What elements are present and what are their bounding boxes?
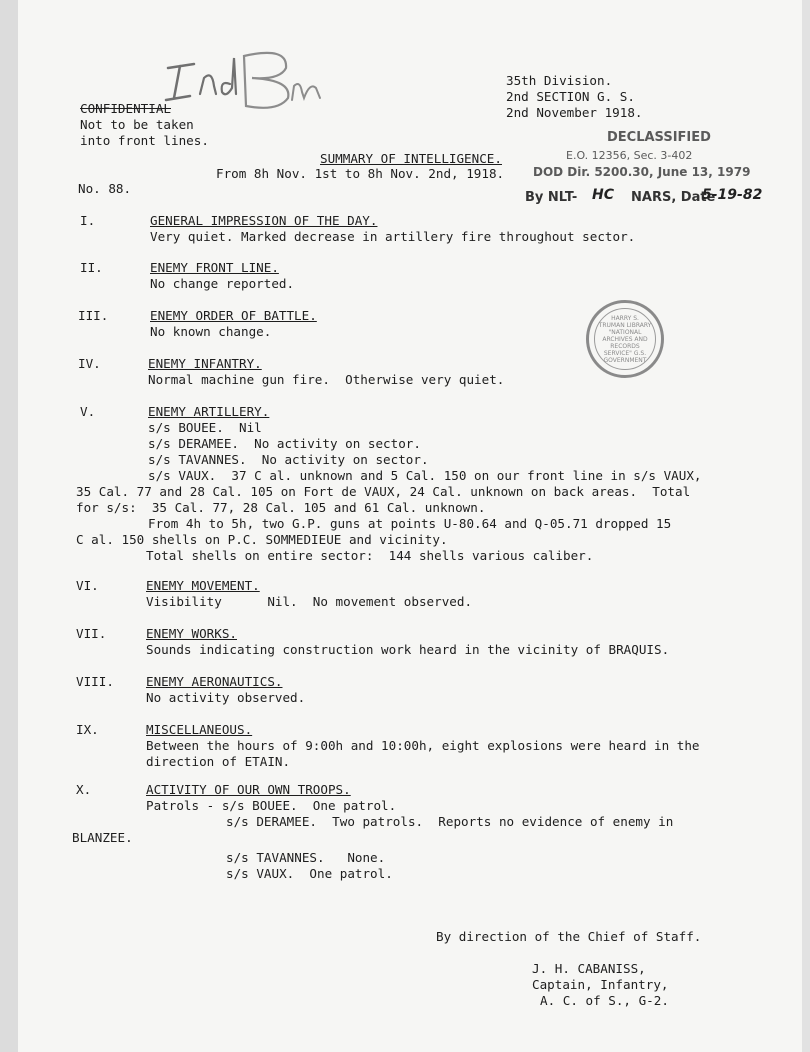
- section-heading: GENERAL IMPRESSION OF THE DAY.: [150, 213, 378, 228]
- section-line: s/s BOUEE. Nil: [148, 420, 262, 435]
- section-heading: ENEMY ARTILLERY.: [148, 404, 270, 419]
- scan-edge-left: [0, 0, 18, 1052]
- section-line: No activity observed.: [146, 690, 306, 705]
- section-line: BLANZEE.: [72, 830, 133, 845]
- report-period: From 8h Nov. 1st to 8h Nov. 2nd, 1918.: [216, 166, 505, 181]
- section-line: for s/s: 35 Cal. 77, 28 Cal. 105 and 61 Cal. unknown.: [76, 500, 486, 515]
- section-heading: MISCELLANEOUS.: [146, 722, 253, 737]
- section-line: Visibility Nil. No movement observed.: [146, 594, 473, 609]
- declassified-stamp-title: DECLASSIFIED: [607, 130, 711, 145]
- section-number: V.: [80, 404, 96, 419]
- handling-notice-line2: into front lines.: [80, 133, 209, 148]
- section-line: Total shells on entire sector: 144 shells various caliber.: [146, 548, 594, 563]
- section-line: s/s VAUX. One patrol.: [226, 866, 393, 881]
- declassified-date: 5-19-82: [702, 187, 763, 203]
- signature-rank: Captain, Infantry,: [532, 977, 669, 992]
- declassified-initials: HC: [592, 187, 614, 203]
- section-heading: ENEMY MOVEMENT.: [146, 578, 260, 593]
- report-number: No. 88.: [78, 181, 132, 196]
- archives-seal-text: HARRY S. TRUMAN LIBRARY "NATIONAL ARCHIVES AND RECORDS SERVICE" G.S. GOVERNMENT: [598, 314, 652, 364]
- section-number: VIII.: [76, 674, 114, 689]
- section-heading: ENEMY ORDER OF BATTLE.: [150, 308, 317, 323]
- section-heading: ENEMY FRONT LINE.: [150, 260, 279, 275]
- section-line: s/s DERAMEE. No activity on sector.: [148, 436, 421, 451]
- declassified-stamp-nars: NARS, Date: [631, 190, 716, 205]
- section-line: No known change.: [150, 324, 272, 339]
- confidential-label: CONFIDENTIAL: [80, 101, 171, 116]
- section-line: s/s DERAMEE. Two patrols. Reports no evidence of enemy in: [226, 814, 674, 829]
- declassified-stamp-directive: DOD Dir. 5200.30, June 13, 1979: [533, 165, 751, 179]
- section-number: VI.: [76, 578, 99, 593]
- section-heading: ENEMY INFANTRY.: [148, 356, 262, 371]
- pencil-notation-text: 2nd Bn: [160, 28, 206, 43]
- signature-office: A. C. of S., G-2.: [540, 993, 669, 1008]
- section-number: III.: [78, 308, 109, 323]
- declassified-stamp-by: By NLT-: [525, 190, 578, 205]
- section-line: s/s TAVANNES. No activity on sector.: [148, 452, 429, 467]
- declassified-stamp-authority: E.O. 12356, Sec. 3-402: [566, 149, 693, 162]
- section-line: s/s TAVANNES. None.: [226, 850, 386, 865]
- section-line: Very quiet. Marked decrease in artillery fire throughout sector.: [150, 229, 636, 244]
- section-heading: ENEMY AERONAUTICS.: [146, 674, 283, 689]
- section-heading: ACTIVITY OF OUR OWN TROOPS.: [146, 782, 351, 797]
- section-line: s/s VAUX. 37 C al. unknown and 5 Cal. 150 on our front line in s/s VAUX,: [148, 468, 702, 483]
- section-number: VII.: [76, 626, 107, 641]
- division-line: 35th Division.: [506, 73, 613, 88]
- archives-seal: [586, 300, 664, 378]
- section-number: IV.: [78, 356, 101, 371]
- section-line: C al. 150 shells on P.C. SOMMEDIEUE and vicinity.: [76, 532, 448, 547]
- signature-name: J. H. CABANISS,: [532, 961, 646, 976]
- section-line: Between the hours of 9:00h and 10:00h, eight explosions were heard in the: [146, 738, 700, 753]
- handling-notice-line1: Not to be taken: [80, 117, 194, 132]
- section-number: I.: [80, 213, 96, 228]
- section-number: IX.: [76, 722, 99, 737]
- section-heading: ENEMY WORKS.: [146, 626, 237, 641]
- scan-edge-right: [802, 0, 810, 1052]
- section-number: X.: [76, 782, 92, 797]
- section-line: From 4h to 5h, two G.P. guns at points U-80.64 and Q-05.71 dropped 15: [148, 516, 672, 531]
- section-line: 2nd SECTION G. S.: [506, 89, 635, 104]
- section-line: Sounds indicating construction work heard in the vicinity of BRAQUIS.: [146, 642, 670, 657]
- section-line: direction of ETAIN.: [146, 754, 291, 769]
- section-line: 35 Cal. 77 and 28 Cal. 105 on Fort de VAUX, 24 Cal. unknown on back areas. Total: [76, 484, 691, 499]
- pencil-notation: [160, 28, 340, 120]
- section-number: II.: [80, 260, 103, 275]
- section-line: Normal machine gun fire. Otherwise very quiet.: [148, 372, 505, 387]
- signature-direction: By direction of the Chief of Staff.: [436, 929, 702, 944]
- date-line: 2nd November 1918.: [506, 105, 643, 120]
- section-line: No change reported.: [150, 276, 295, 291]
- document-title: SUMMARY OF INTELLIGENCE.: [320, 151, 502, 166]
- section-line: Patrols - s/s BOUEE. One patrol.: [146, 798, 397, 813]
